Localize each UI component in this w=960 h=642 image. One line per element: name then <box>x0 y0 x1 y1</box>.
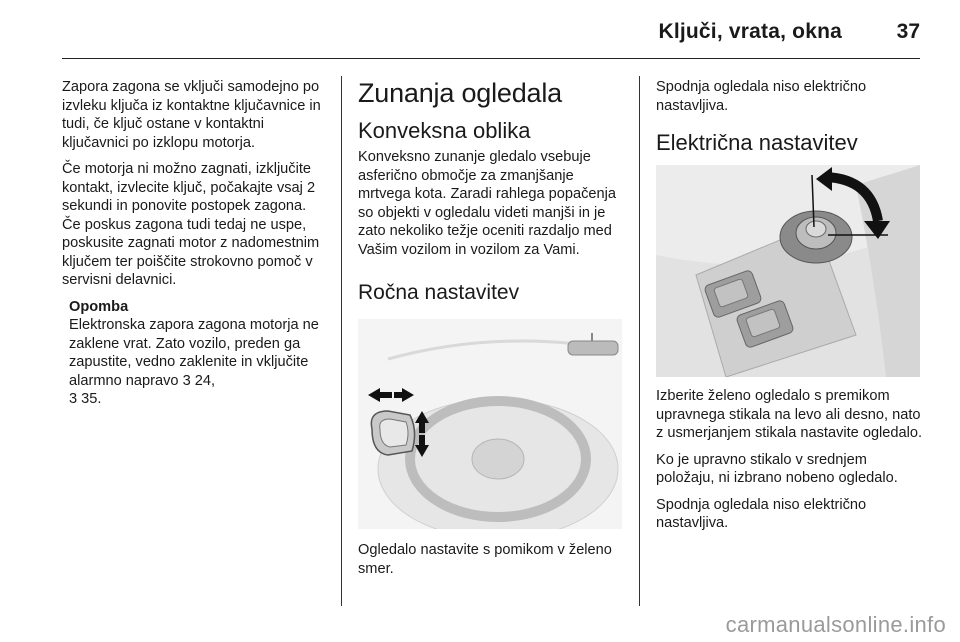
page-number: 37 <box>896 20 920 43</box>
paragraph: Izberite želeno ogledalo s premikom upravnega stikala na levo ali desno, nato z usmerjanjem stikala nastavite ogledalo. <box>656 388 923 441</box>
section-heading: Zunanja ogledala <box>358 78 562 108</box>
paragraph: Spodnja ogledala niso električno nastavljiva. <box>656 496 867 531</box>
paragraph: Zapora zagona se vključi samodejno po izvleku ključa iz kontaktne ključavnice in tudi, če ključ ostane v kontaktni ključavnici po izklopu motorja. <box>62 79 321 151</box>
page-header <box>62 16 920 59</box>
column-divider <box>341 76 342 606</box>
cross-reference-link[interactable]: 3 35. <box>69 391 102 407</box>
note-label: Opomba <box>69 298 129 315</box>
paragraph: Konveksno zunanje gledalo vsebuje asferično območje za zmanjšanje mrtvega kota. Zaradi rahlega popačenja so objekti v ogledalu videti manjši in je zato nekoliko težje oceniti razdaljo med Vašim vozilom in vozilom za Vami. <box>358 149 616 258</box>
column-left <box>62 78 324 417</box>
paragraph: Ko je upravno stikalo v srednjem položaju, ni izbrano nobeno ogledalo. <box>656 451 898 486</box>
paragraph: Spodnja ogledala niso električno nastavljiva. <box>656 79 867 114</box>
note-block <box>62 298 324 409</box>
page-title: Ključi, vrata, okna <box>658 20 842 43</box>
column-middle <box>358 78 626 586</box>
subsection-heading: Električna nastavitev <box>656 130 858 155</box>
note-text <box>69 316 324 409</box>
electric-mirror-switch-illustration <box>656 165 920 377</box>
subsection-heading: Konveksna oblika <box>358 118 531 143</box>
figure-caption: Ogledalo nastavite s pomikom v želeno smer. <box>358 542 612 577</box>
note-text-body: Elektronska zapora zagona motorja ne zaklene vrat. Zato vozilo, preden ga zapustite, vedno zaklenite in vključite alarmno napravo <box>69 317 319 389</box>
subsection-heading: Ročna nastavitev <box>358 281 520 304</box>
paragraph: Če motorja ni možno zagnati, izključite kontakt, izvlecite ključ, počakajte vsaj 2 sekundi in ponovite postopek zagona. Če poskus zagona tudi tedaj ne uspe, poskusite zagnati motor z nadomestnim ključem ter poiščite strokovno pomoč v servisni delavnici. <box>62 161 320 288</box>
column-divider <box>639 76 640 606</box>
watermark: carmanualsonline.info <box>725 612 946 637</box>
column-right <box>656 78 924 541</box>
manual-mirror-illustration <box>358 319 622 529</box>
cross-reference-link[interactable]: 3 24, <box>182 372 216 389</box>
